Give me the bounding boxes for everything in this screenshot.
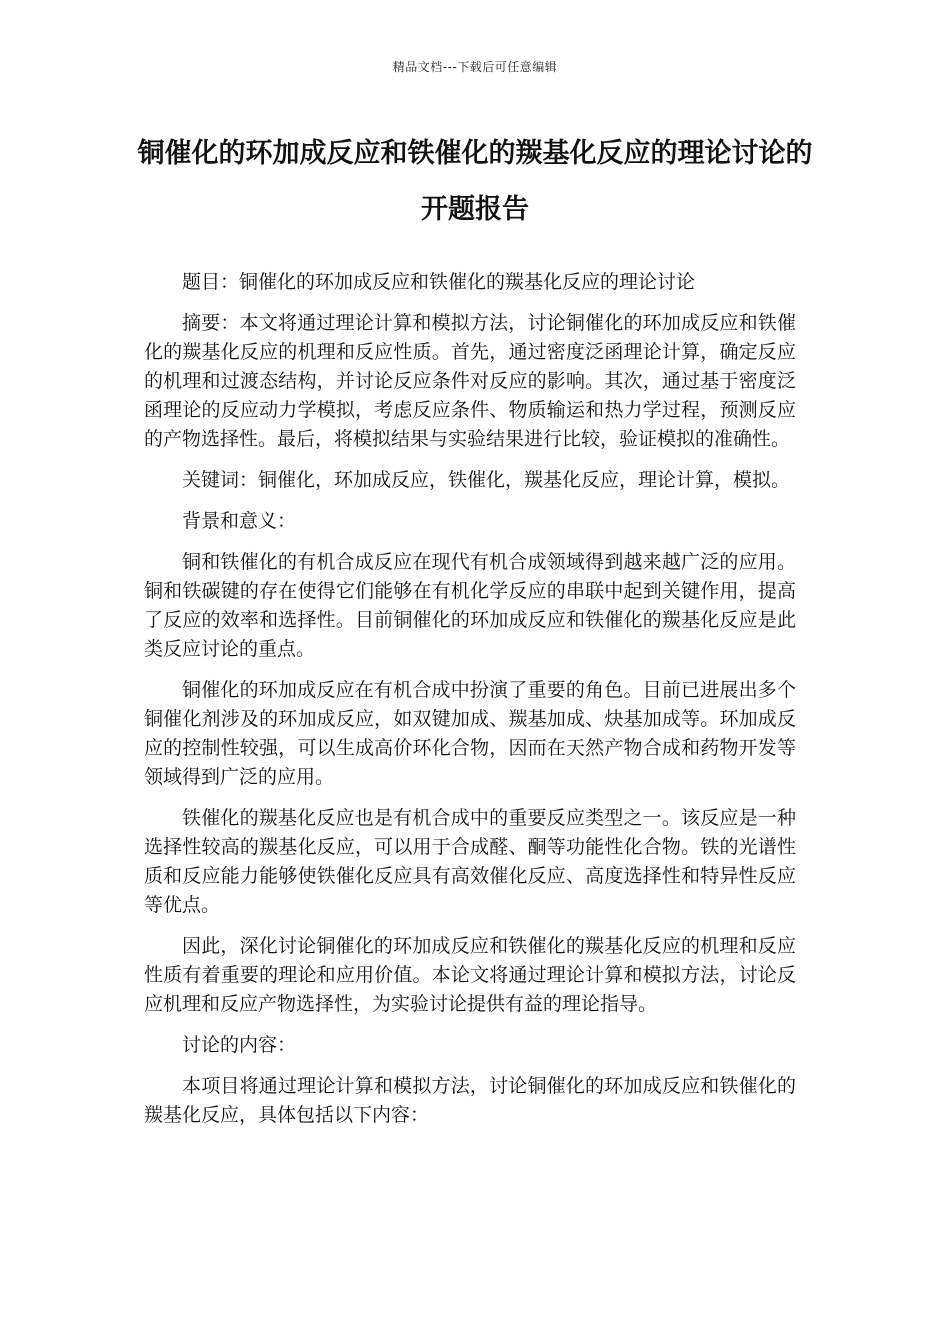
- page-header-watermark: 精品文档---下载后可任意编辑: [392, 60, 558, 74]
- topic-paragraph: 题目：铜催化的环加成反应和铁催化的羰基化反应的理论讨论: [182, 271, 696, 293]
- document-title: 铜催化的环加成反应和铁催化的羰基化反应的理论讨论的开题报告: [137, 138, 813, 225]
- content-heading: 讨论的内容：: [182, 1034, 297, 1056]
- abstract-paragraph: 摘要：本文将通过理论计算和模拟方法，讨论铜催化的环加成反应和铁催化的羰基化反应的机理和反应性质。首先，通过密度泛函理论计算，确定反应的机理和过渡态结构，并讨论反应条件对反应的影响。其次，通过基于密度泛函理论的反应动力学模拟，考虑反应条件、物质输运和热力学过程，预测反应的产物选择性。最后，将模拟结果与实验结果进行比较，验证模拟的准确性。: [144, 312, 796, 450]
- content-paragraph: 本项目将通过理论计算和模拟方法，讨论铜催化的环加成反应和铁催化的羰基化反应，具体包括以下内容：: [144, 1075, 796, 1126]
- background-paragraph-2: 铜催化的环加成反应在有机合成中扮演了重要的角色。目前已进展出多个铜催化剂涉及的环加成反应，如双键加成、羰基加成、炔基加成等。环加成反应的控制性较强，可以生成高价环化合物，因而在天然产物合成和药物开发等领域得到广泛的应用。: [144, 679, 796, 788]
- background-paragraph-1: 铜和铁催化的有机合成反应在现代有机合成领域得到越来越广泛的应用。铜和铁碳键的存在使得它们能够在有机化学反应的串联中起到关键作用，提高了反应的效率和选择性。目前铜催化的环加成反应和铁催化的羰基化反应是此类反应讨论的重点。: [144, 551, 796, 660]
- background-paragraph-3: 铁催化的羰基化反应也是有机合成中的重要反应类型之一。该反应是一种选择性较高的羰基化反应，可以用于合成醛、酮等功能性化合物。铁的光谱性质和反应能力能够使铁催化反应具有高效催化反应、高度选择性和特异性反应等优点。: [144, 807, 796, 916]
- keywords-paragraph: 关键词：铜催化，环加成反应，铁催化，羰基化反应，理论计算，模拟。: [182, 469, 791, 491]
- document-body: [144, 268, 796, 1142]
- background-heading: 背景和意义：: [182, 510, 297, 532]
- background-paragraph-4: 因此，深化讨论铜催化的环加成反应和铁催化的羰基化反应的机理和反应性质有着重要的理论和应用价值。本论文将通过理论计算和模拟方法，讨论反应机理和反应产物选择性，为实验讨论提供有益的理论指导。: [144, 935, 796, 1015]
